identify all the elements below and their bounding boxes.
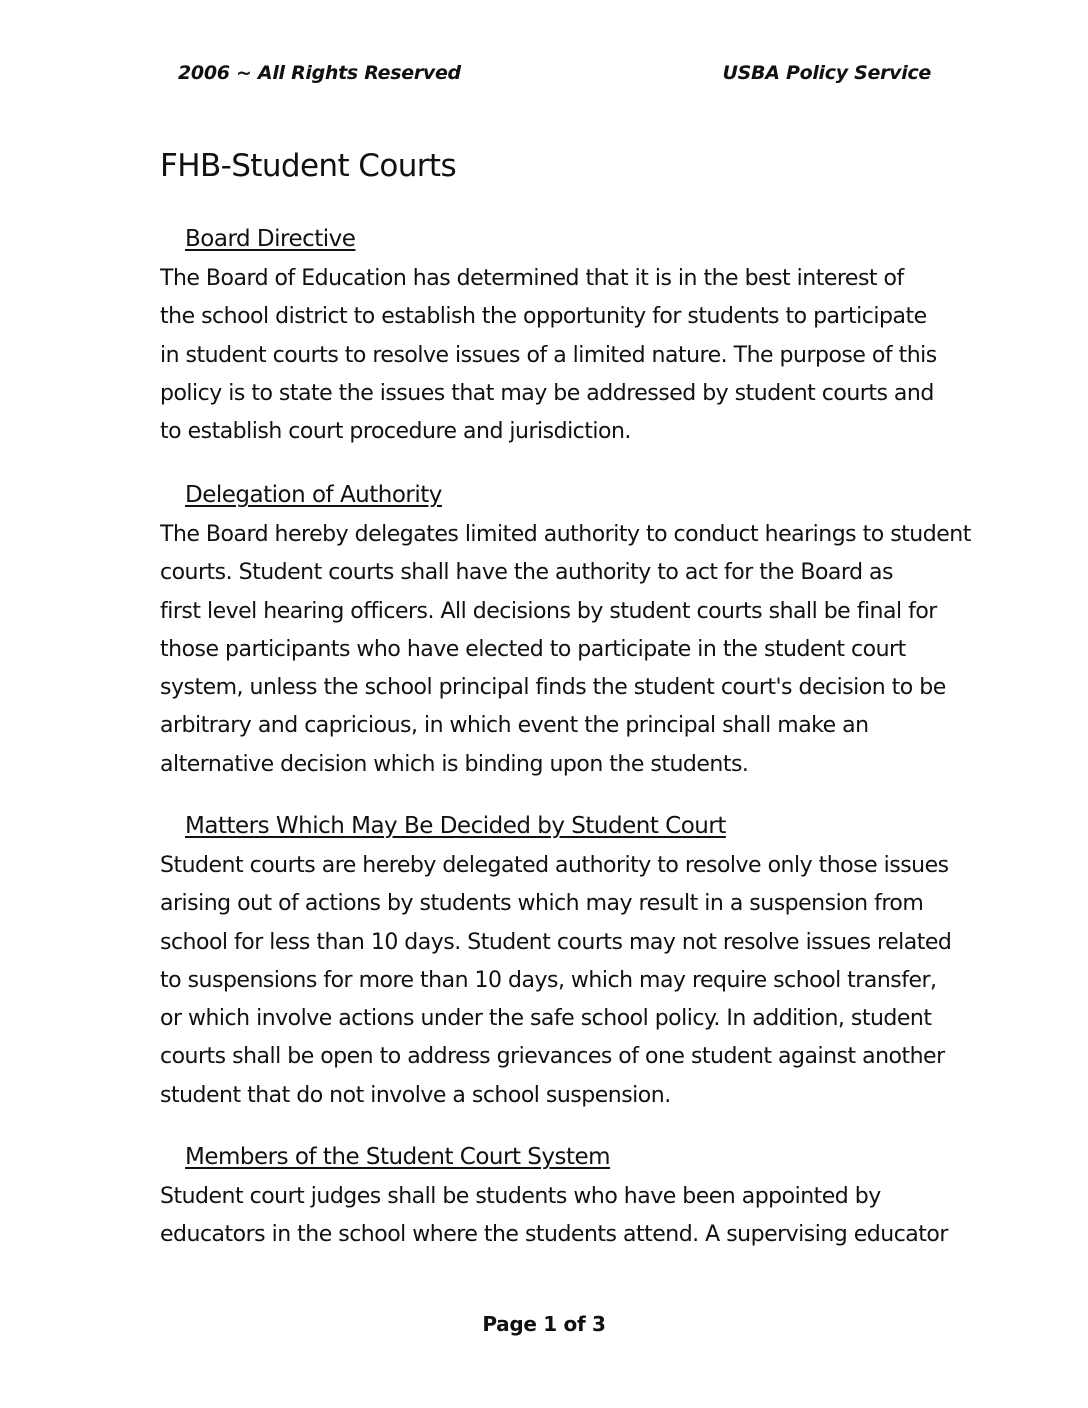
- paragraph-line: to suspensions for more than 10 days, which may require school transfer,: [160, 967, 937, 993]
- section-matters-decided: [160, 810, 952, 1115]
- paragraph-line: first level hearing officers. All decisions by student courts shall be final for: [160, 598, 937, 624]
- paragraph-line: the school district to establish the opportunity for students to participate: [160, 304, 927, 330]
- paragraph-line: The Board of Education has determined that it is in the best interest of: [160, 266, 904, 291]
- section-board-directive: [160, 223, 940, 451]
- section-heading: Board Directive: [185, 226, 356, 252]
- paragraph-line: to establish court procedure and jurisdiction.: [160, 419, 631, 445]
- header-publisher: USBA Policy Service: [722, 62, 931, 84]
- paragraph-line: policy is to state the issues that may be addressed by student courts and: [160, 380, 934, 406]
- paragraph-line: alternative decision which is binding upon the students.: [160, 751, 749, 777]
- paragraph-line: school for less than 10 days. Student courts may not resolve issues related: [160, 929, 952, 955]
- paragraph-line: Student court judges shall be students who have been appointed by: [160, 1184, 881, 1209]
- paragraph-line: or which involve actions under the safe school policy. In addition, student: [160, 1006, 932, 1032]
- paragraph-line: courts. Student courts shall have the authority to act for the Board as: [160, 560, 893, 586]
- paragraph-line: arising out of actions by students which may result in a suspension from: [160, 891, 924, 917]
- section-members: [160, 1141, 948, 1255]
- paragraph-line: those participants who have elected to participate in the student court: [160, 636, 906, 662]
- paragraph-line: system, unless the school principal finds the student court's decision to be: [160, 675, 946, 701]
- section-heading: Members of the Student Court System: [185, 1144, 611, 1170]
- section-heading: Delegation of Authority: [185, 482, 442, 508]
- paragraph-line: Student courts are hereby delegated authority to resolve only those issues: [160, 853, 949, 878]
- paragraph-line: in student courts to resolve issues of a limited nature. The purpose of this: [160, 342, 937, 368]
- section-delegation-of-authority: [160, 479, 971, 784]
- page-number: Page 1 of 3: [482, 1312, 606, 1336]
- paragraph-line: courts shall be open to address grievances of one student against another: [160, 1044, 945, 1070]
- page-title: FHB-Student Courts: [160, 148, 456, 184]
- paragraph-line: arbitrary and capricious, in which event the principal shall make an: [160, 713, 869, 739]
- paragraph-line: educators in the school where the students attend. A supervising educator: [160, 1222, 948, 1248]
- paragraph-line: The Board hereby delegates limited authority to conduct hearings to student: [160, 522, 971, 547]
- header-copyright: 2006 ~ All Rights Reserved: [178, 62, 461, 84]
- paragraph-line: student that do not involve a school suspension.: [160, 1082, 671, 1108]
- section-heading: Matters Which May Be Decided by Student Court: [185, 813, 726, 839]
